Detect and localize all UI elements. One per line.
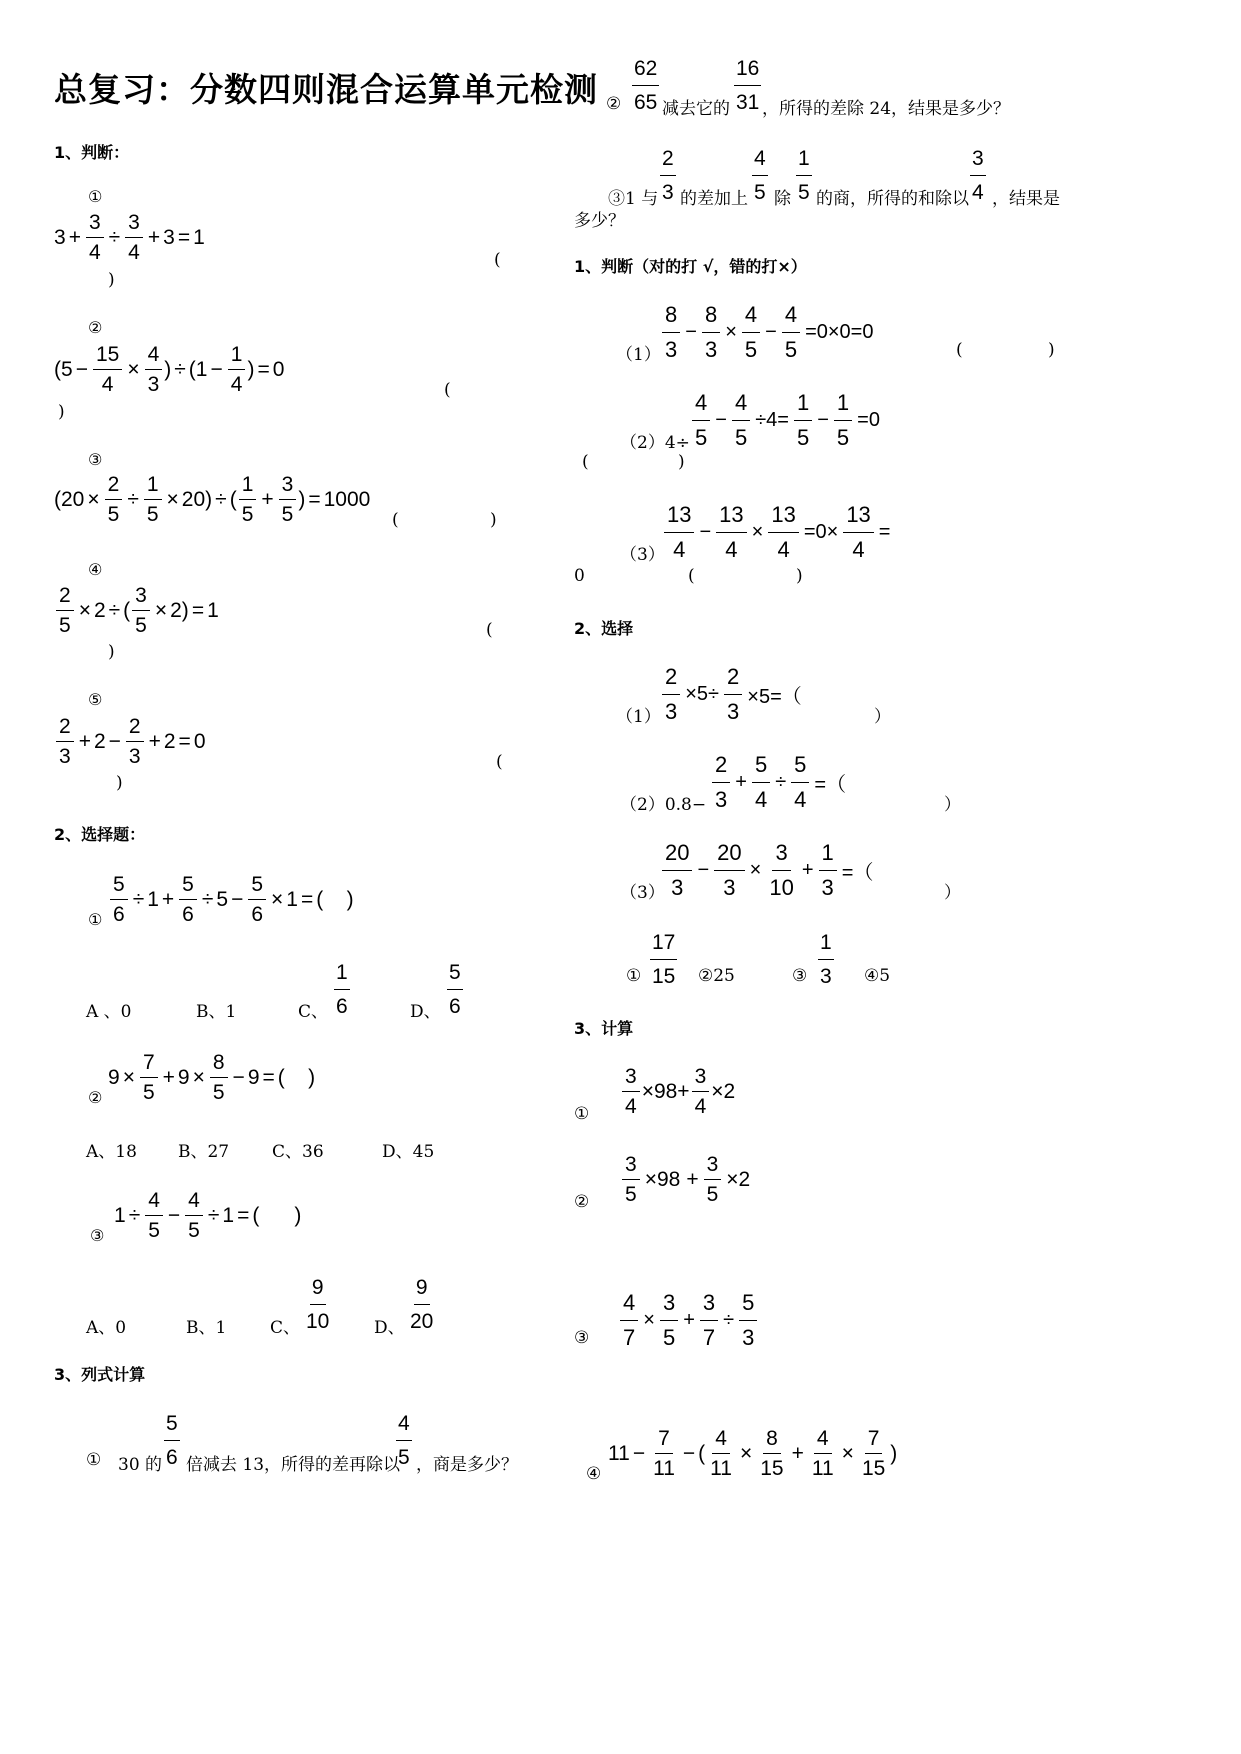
right-judge-3-expression: $\frac{13}{4}$ − $\frac{13}{4}$ × $\frac{13}{4}$ =0× $\frac{13}{4}$ = xyxy=(662,504,893,561)
right-option-1-fraction: $\frac{17}{15}$ xyxy=(652,931,676,988)
right-judge-2-result: =0 xyxy=(857,409,880,431)
judge-3-expression: (20 × $\frac{2}{5}$ ÷ $\frac{1}{5}$ × 20) ÷ ( $\frac{1}{5}$ + $\frac{3}{5}$ ) = 1000 xyxy=(54,473,371,526)
choice-1-option-c-fraction: $\frac{1}{6}$ xyxy=(336,961,348,1018)
choice-1-option-d: D、 xyxy=(410,1002,441,1022)
judge-3-paren-close: ) xyxy=(490,510,497,530)
right-judge-1-paren-close: ) xyxy=(1048,340,1055,360)
right-option-3-fraction: $\frac{1}{3}$ xyxy=(820,931,832,988)
word-problem-2-text-b: ，所得的差除 24，结果是多少？ xyxy=(762,99,1011,119)
choice-2-option-a: A、18 xyxy=(86,1142,137,1162)
calc-1-mark: ① xyxy=(574,1104,590,1124)
choice-3-option-d-fraction: $\frac{9}{20}$ xyxy=(410,1276,434,1333)
choice-3-option-b: B、1 xyxy=(186,1318,227,1338)
choice-2-mark: ② xyxy=(88,1088,103,1107)
right-judge-3-paren-open: ( xyxy=(688,566,695,586)
word-problem-1-fraction-a: $\frac{5}{6}$ xyxy=(166,1412,178,1469)
right-choice-1-expression: $\frac{2}{3}$ ×5÷ $\frac{2}{3}$ ×5=（ xyxy=(660,666,805,723)
word-problem-3-text-b: 的差加上 xyxy=(680,189,748,209)
choice-3-option-a: A、0 xyxy=(86,1318,127,1338)
word-problem-3-text-f: 多少？ xyxy=(574,211,625,231)
calc-1-expression: $\frac{3}{4}$ ×98+ $\frac{3}{4}$ ×2 xyxy=(620,1066,735,1117)
calc-3-expression: $\frac{4}{7}$ × $\frac{3}{5}$ + $\frac{3}{7}$ ÷ $\frac{5}{3}$ xyxy=(618,1292,759,1349)
word-problem-3-text-a: ③1 与 xyxy=(608,189,659,209)
word-problem-1-fraction-b: $\frac{4}{5}$ xyxy=(398,1412,410,1469)
right-choice-3-text: =（ xyxy=(841,862,874,884)
judge-2-mark: ② xyxy=(88,318,103,337)
right-judge-1-paren-open: ( xyxy=(956,340,963,360)
right-choice-1-text-a: ×5÷ xyxy=(685,683,720,705)
right-section-calc-heading: 3、计算 xyxy=(574,1019,634,1038)
right-judge-3-result-a: =0× xyxy=(803,521,839,543)
right-choice-2-expression: $\frac{2}{3}$ + $\frac{5}{4}$ ÷ $\frac{5}{4}$ =（ xyxy=(710,754,849,811)
right-option-4: ④5 xyxy=(864,966,891,986)
choice-1-expression: $\frac{5}{6}$ ÷ 1 + $\frac{5}{6}$ ÷ 5 − $\frac{5}{6}$ × 1 = ( ) xyxy=(108,874,354,925)
right-judge-2-mark: （2）4÷ xyxy=(620,433,690,453)
right-choice-1-mark: （1） xyxy=(616,707,661,727)
calc-4-expression: 11 − $\frac{7}{11}$ − ( $\frac{4}{11}$ × $\frac{8}{15}$ + $\frac{4}{11}$ × $\frac{7}{15}$ ) xyxy=(608,1427,898,1480)
choice-3-expression: 1 ÷ $\frac{4}{5}$ − $\frac{4}{5}$ ÷ 1 = ( ) xyxy=(114,1189,302,1242)
judge-4-expression: $\frac{2}{5}$ × 2 ÷ ( $\frac{3}{5}$ × 2) = 1 xyxy=(54,585,219,636)
judge-4-mark: ④ xyxy=(88,560,103,579)
page-title: 总复习：分数四则混合运算单元检测 xyxy=(54,70,598,109)
word-problem-2-mark: ② xyxy=(606,94,622,114)
right-option-3-mark: ③ xyxy=(792,966,808,986)
calc-2-expression: $\frac{3}{5}$ ×98 + $\frac{3}{5}$ ×2 xyxy=(620,1154,753,1205)
right-choice-2-paren-close: ） xyxy=(944,795,961,815)
right-judge-2-paren-close: ) xyxy=(678,452,685,472)
right-choice-2-text: =（ xyxy=(814,774,847,796)
word-problem-1-text-b: 倍减去 13，所得的差再除以 xyxy=(186,1455,401,1475)
section-choice-heading: 2、选择题： xyxy=(54,825,146,844)
right-judge-2-paren-open: ( xyxy=(582,452,589,472)
word-problem-3-fraction-c: $\frac{1}{5}$ xyxy=(798,147,810,204)
choice-1-option-b: B、1 xyxy=(196,1002,237,1022)
right-section-choice-heading: 2、选择 xyxy=(574,619,634,638)
right-judge-2-expression: $\frac{4}{5}$ − $\frac{4}{5}$ ÷4= $\frac{1}{5}$ − $\frac{1}{5}$ =0 xyxy=(690,392,883,449)
judge-5-expression: $\frac{2}{3}$ + 2 − $\frac{2}{3}$ + 2 = 0 xyxy=(54,716,206,767)
word-problem-3-fraction-d: $\frac{3}{4}$ xyxy=(972,147,984,204)
calc-3-mark: ③ xyxy=(574,1328,590,1348)
judge-5-mark: ⑤ xyxy=(88,690,103,709)
word-problem-3-text-c: 除 xyxy=(774,189,791,209)
choice-3-option-c: C、 xyxy=(270,1318,301,1338)
right-judge-1-result: =0×0=0 xyxy=(805,321,874,343)
judge-5-paren-open: ( xyxy=(496,752,503,772)
judge-5-paren-close: ) xyxy=(116,773,123,793)
right-judge-3-result-b: = xyxy=(878,521,891,543)
right-judge-1-mark: （1） xyxy=(616,345,661,365)
right-choice-3-mark: （3） xyxy=(620,883,665,903)
word-problem-3-fraction-a: $\frac{2}{3}$ xyxy=(662,147,674,204)
right-choice-1-text-b: ×5=（ xyxy=(747,686,802,708)
word-problem-1-text-a: 30 的 xyxy=(118,1455,163,1475)
right-choice-1-paren-close: ） xyxy=(874,707,891,727)
judge-4-paren-close: ) xyxy=(108,642,115,662)
choice-2-option-c: C、36 xyxy=(272,1142,324,1162)
right-choice-3-paren-close: ） xyxy=(944,883,961,903)
word-problem-2-fraction-b: $\frac{16}{31}$ xyxy=(736,57,760,114)
right-choice-2-mark: （2）0.8− xyxy=(620,795,707,815)
judge-1-paren-open: ( xyxy=(494,250,501,270)
right-option-1-mark: ① xyxy=(626,966,642,986)
judge-3-mark: ③ xyxy=(88,450,103,469)
judge-1-paren-close: ) xyxy=(108,270,115,290)
section-judge-heading: 1、判断： xyxy=(54,143,130,162)
word-problem-1-mark: ① xyxy=(86,1450,102,1470)
choice-1-option-c: C、 xyxy=(298,1002,329,1022)
judge-2-paren-open: ( xyxy=(444,380,451,400)
choice-1-option-a: A 、0 xyxy=(86,1002,132,1022)
choice-3-option-d: D、 xyxy=(374,1318,405,1338)
choice-2-option-b: B、27 xyxy=(178,1142,230,1162)
word-problem-1-text-c: ，商是多少？ xyxy=(416,1455,518,1475)
choice-3-option-c-fraction: $\frac{9}{10}$ xyxy=(306,1276,330,1333)
right-choice-3-expression: $\frac{20}{3}$ − $\frac{20}{3}$ × $\frac{3}{10}$ + $\frac{1}{3}$ =（ xyxy=(660,842,876,899)
judge-1-expression: 3 + $\frac{3}{4}$ ÷ $\frac{3}{4}$ + 3 = 1 xyxy=(54,211,205,264)
section-word-problem-heading: 3、列式计算 xyxy=(54,1365,146,1384)
word-problem-2-fraction-a: $\frac{62}{65}$ xyxy=(634,57,658,114)
right-section-judge-heading: 1、判断（对的打 √，错的打×） xyxy=(574,257,807,276)
calc-4-mark: ④ xyxy=(586,1464,602,1484)
word-problem-3-fraction-b: $\frac{4}{5}$ xyxy=(754,147,766,204)
judge-3-paren-open: ( xyxy=(392,510,399,530)
calc-2-mark: ② xyxy=(574,1192,590,1212)
word-problem-3-text-e: ，结果是 xyxy=(992,189,1060,209)
choice-2-option-d: D、45 xyxy=(382,1142,435,1162)
right-judge-3-paren-close: ) xyxy=(796,566,803,586)
choice-3-mark: ③ xyxy=(90,1226,105,1245)
judge-1-mark: ① xyxy=(88,187,103,206)
right-judge-1-expression: $\frac{8}{3}$ − $\frac{8}{3}$ × $\frac{4}{5}$ − $\frac{4}{5}$ =0×0=0 xyxy=(660,304,876,361)
choice-1-mark: ① xyxy=(88,910,103,929)
word-problem-3-text-d: 的商，所得的和除以 xyxy=(816,189,969,209)
word-problem-2-text-a: 减去它的 xyxy=(662,99,730,119)
judge-2-paren-close: ) xyxy=(58,402,65,422)
choice-2-expression: 9 × $\frac{7}{5}$ + 9 × $\frac{8}{5}$ − 9 = ( ) xyxy=(108,1051,316,1104)
judge-2-expression: (5 − $\frac{15}{4}$ × $\frac{4}{3}$ ) ÷ (1 − $\frac{1}{4}$ ) = 0 xyxy=(54,343,285,396)
right-judge-3-mark: （3） xyxy=(620,545,665,565)
judge-4-paren-open: ( xyxy=(486,620,493,640)
choice-1-option-d-fraction: $\frac{5}{6}$ xyxy=(449,961,461,1018)
right-judge-3-zero: 0 xyxy=(574,566,585,586)
right-option-2: ②25 xyxy=(698,966,735,986)
